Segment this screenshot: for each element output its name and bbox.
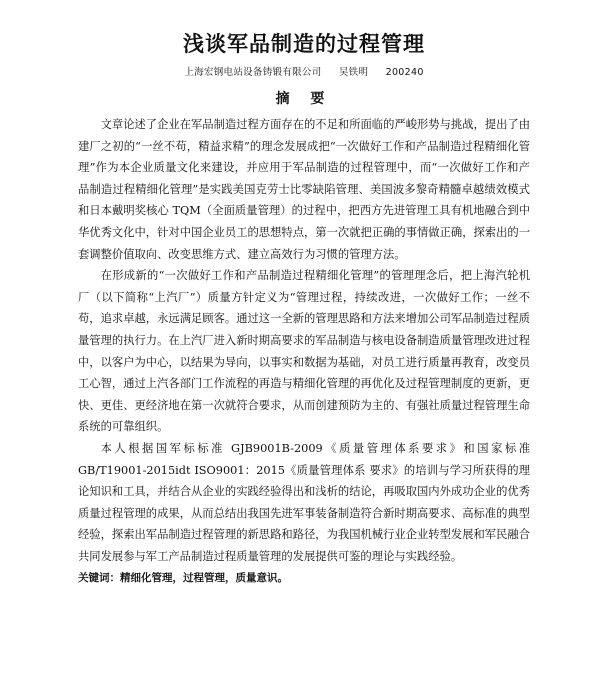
author-company: 上海宏钢电站设备铸锻有限公司 — [184, 67, 322, 78]
abstract-paragraph: 文章论述了企业在军品制造过程方面存在的不足和所面临的严峻形势与挑战，提出了由建厂之初的“一丝不苟，精益求精”的理念发展成把“一次做好工作和产品制造过程精细化管理”作为本企业质量文化来建设，并应用于军品制造的过程管理中，而“一次做好工作和产品制造过程精细化管理”是实践美国克劳士比零缺陷管理、美国波多黎奇精髓卓越绩效模式和日本戴明奖核心 TQM（全面质量管理）的过程中，把西方先进管理工具有机地融合到中华优秀文化中，针对中国企业员工的思想特点，第一次就把正确的事情做正确，探索出的一套调整价值取向、改变思维方式、建立高效行为习惯的管理方法。 — [78, 118, 530, 261]
abstract-paragraph: 在形成新的“一次做好工作和产品制造过程精细化管理”的管理理念后，把上海汽轮机厂（以下简称“上汽厂”）质量方针定义为“管理过程，持续改进，一次做好工作；一丝不苟，追求卓越，永远满足顾客。通过这一全新的管理思路和方法来增加公司军品制造过程质量管理的执行力。在上汽厂进入新时期高要求的军品制造与核电设备制造质量管理改进过程中，以客户为中心，以结果为导向，以事实和数据为基础，对员工进行质量再教育，改变员工心智，通过上汽各部门工作流程的再造与精细化管理的再优化及过程管理制度的更新，更快、更佳、更经济地在第一次就符合要求，从而创建预防为主的、有强社质量过程管理生命系统的可靠组织。 — [78, 269, 530, 434]
paper-title: 浅谈军品制造的过程管理 — [183, 32, 425, 56]
byline — [78, 64, 530, 78]
postcode: 200240 — [385, 67, 424, 78]
keywords: 关键词：精细化管理，过程管理，质量意识。 — [78, 572, 288, 585]
abstract-paragraph: 本人根据国军标标准 GJB9001B-2009《质量管理体系要求》和国家标准GB/T19001-2015idt ISO9001：2015《质量管理体系 要求》的培训与学习所获得的理论知识和工具，并结合从企业的实践经验得出和浅析的结论，再吸取国内外成功企业的优秀质量过程管理的成果，从而总结出我国先进军事装备制造符合新时期高要求、高标准的典型经验，探索出军品制造过程管理的新思路和路径，为我国机械行业企业转型发展和军民融合共同发展参与军工产品制造过程质量管理的发展提供可鉴的理论与实践经验。 — [78, 441, 530, 563]
author-name: 吴铁明 — [338, 67, 369, 78]
abstract-heading: 摘 要 — [275, 91, 333, 107]
